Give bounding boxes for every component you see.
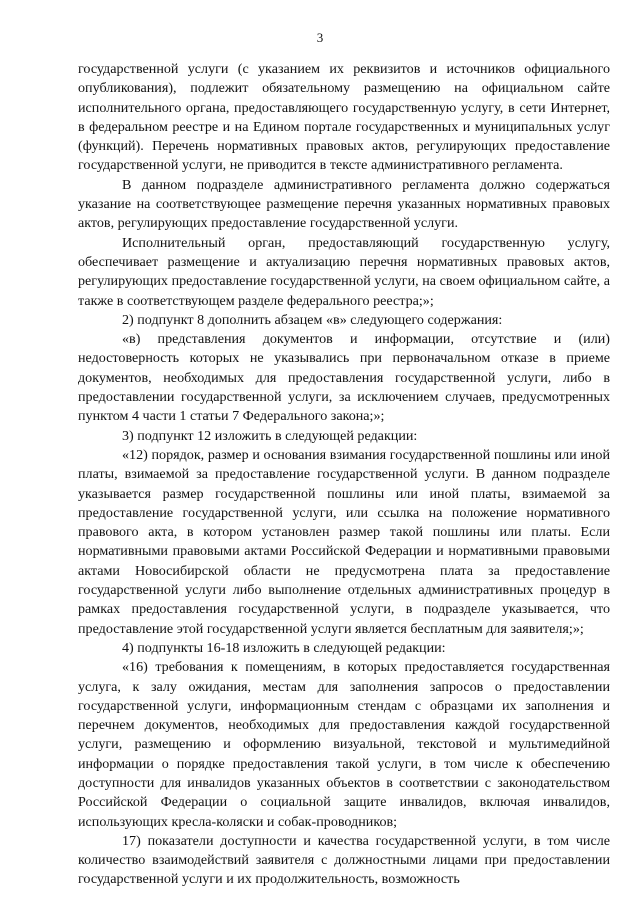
page-number: 3 <box>316 30 324 45</box>
paragraph: 4) подпункты 16-18 изложить в следующей редакции: <box>122 639 446 656</box>
paragraph: «16) требования к помещениям, в которых предоставляется государственная услуга, к залу ожидания, местам для заполнения запросов о предоставлении государственной услуги, информационным стендам с образцами их заполнения и перечнем документов, необходимых для предоставления каждой государственной услуги, размещению и оформлению визуальной, текстовой и мультимедийной информации о порядке предоставления такой услуги, в том числе к обеспечению доступности для инвалидов указанных объектов в соответствии с законодательством Российской Федерации о социальной защите инвалидов, включая инвалидов, использующих кресла-коляски и собак-проводников; <box>78 659 610 830</box>
paragraph: «12) порядок, размер и основания взимания государственной пошлины или иной платы, взимаемой за предоставление государственной услуги. В данном подразделе указывается размер государственной пошлины или иной платы, взимаемой за предоставление государственной услуги, или ссылка на положение нормативного правового акта, в котором установлен размер такой пошлины или платы. Если нормативными правовыми актами Российской Федерации и нормативными правовыми актами Новосибирской области не предусмотрена плата за предоставление государственной услуги либо выполнение отдельных административных процедур в рамках предоставления государственной услуги, в подразделе указывается, что предоставление этой государственной услуги является бесплатным для заявителя;»; <box>78 446 610 637</box>
paragraph: В данном подразделе административного регламента должно содержаться указание на соответствующее размещение перечня указанных нормативных правовых актов, регулирующих предоставление государственной услуги. <box>78 176 610 232</box>
paragraph: государственной услуги (с указанием их реквизитов и источников официального опубликования), подлежит обязательному размещению на официальном сайте исполнительного органа, предоставляющего государственную услугу, в сети Интернет, в федеральном реестре и на Едином портале государственных и муниципальных услуг (функций). Перечень нормативных правовых актов, регулирующих предоставление государственной услуги, не приводится в тексте административного регламента. <box>78 61 610 174</box>
paragraph: «в) представления документов и информации, отсутствие и (или) недостоверность которых не указывались при первоначальном отказе в приеме документов, необходимых для предоставления государственной услуги, либо в предоставлении государственной услуги, за исключением случаев, предусмотренных пунктом 4 части 1 статьи 7 Федерального закона;»; <box>78 331 610 425</box>
paragraph: 3) подпункт 12 изложить в следующей редакции: <box>122 427 418 444</box>
document-body <box>78 60 610 890</box>
paragraph: Исполнительный орган, предоставляющий государственную услугу, обеспечивает размещение и актуализацию перечня нормативных правовых актов, регулирующих предоставление государственной услуги, на своем официальном сайте, а также в соответствующем разделе федерального реестра;»; <box>78 234 610 309</box>
paragraph: 2) подпункт 8 дополнить абзацем «в» следующего содержания: <box>122 311 503 328</box>
paragraph: 17) показатели доступности и качества государственной услуги, в том числе количество взаимодействий заявителя с должностными лицами при предоставлении государственной услуги и их продолжительность, возможность <box>78 832 610 888</box>
